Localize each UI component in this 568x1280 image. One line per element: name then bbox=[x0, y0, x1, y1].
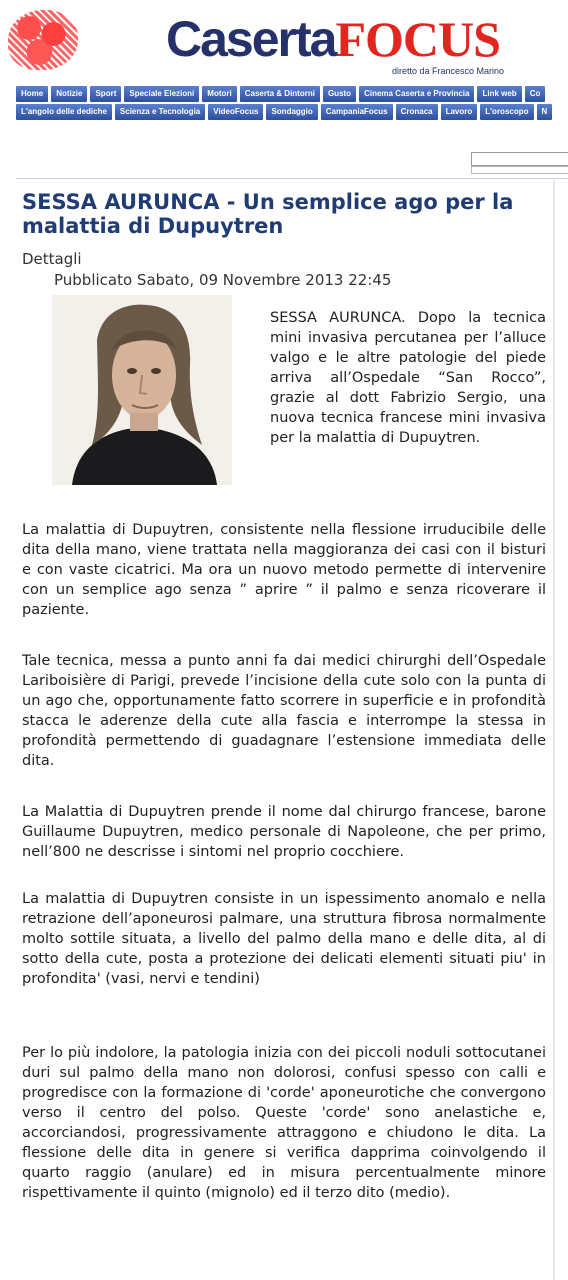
details-label: Dettagli bbox=[22, 250, 82, 268]
published-date: Pubblicato Sabato, 09 Novembre 2013 22:45 bbox=[54, 271, 392, 289]
nav-angolo-dediche[interactable]: L'angolo delle dediche bbox=[16, 104, 112, 120]
article-paragraph bbox=[22, 308, 546, 490]
article-paragraph: Tale tecnica, messa a punto anni fa dai medici chirurghi dell’Ospedale Lariboisière di Parigi, prevede l’incisione della cute solo con la punta di un ago che, opportunamente fatto scorrere in superficie e in profondità stacca le aderenze della cute alla fascia e interrompe la stessa in profondità permettendo di guadagnare l’estensione immediata delle dita. bbox=[22, 653, 546, 769]
nav-lavoro[interactable]: Lavoro bbox=[441, 104, 478, 120]
main-nav-row-1 bbox=[16, 86, 545, 102]
paragraph-text-1: SESSA AURUNCA. Dopo la tecnica mini invasiva percutanea per l’alluce valgo e le altre patologie del piede arriva all’Ospedale “San Rocco”, grazie al dott Fabrizio Sergio, una nuova tecnica francese mini invasiva per la malattia di Dupuytren. bbox=[270, 310, 546, 446]
photo-spacer bbox=[22, 308, 270, 490]
main-nav-row-2 bbox=[16, 104, 552, 120]
nav-gusto[interactable]: Gusto bbox=[323, 86, 356, 102]
article-paragraph: La Malattia di Dupuytren prende il nome dal chirurgo francese, barone Guillaume Dupuytren, medico personale di Napoleone, che per primo, nell’800 ne descrisse i sintomi nel proprio cocchiere. bbox=[22, 804, 546, 860]
nav-link-web[interactable]: Link web bbox=[477, 86, 521, 102]
nav-caserta-dintorni[interactable]: Caserta & Dintorni bbox=[240, 86, 320, 102]
search-input[interactable] bbox=[471, 152, 568, 166]
nav-notizie[interactable]: Notizie bbox=[51, 86, 87, 102]
column-divider bbox=[553, 180, 555, 1280]
nav-home[interactable]: Home bbox=[16, 86, 48, 102]
nav-scienza-tecnologia[interactable]: Scienza e Tecnologia bbox=[115, 104, 205, 120]
article-paragraph: Per lo più indolore, la patologia inizia con dei piccoli noduli sottocutanei duri sul palmo della mano non dolorosi, confusi spesso con calli e progredisce con la formazione di 'corde' aponeurotiche che convergono verso il centro del polso. Queste 'corde' sono anelastiche e, accorciandosi, progressivamente attraggono e chiudono le dita. La flessione delle dita in genere si verifica dapprima coinvolgendo il quarto raggio (anulare) ed in misura percentualmente minore rispettivamente il quinto (mignolo) ed il terzo dito (medio). bbox=[22, 1045, 546, 1201]
nav-videofocus[interactable]: VideoFocus bbox=[208, 104, 263, 120]
site-logo[interactable] bbox=[160, 6, 510, 80]
nav-cronaca[interactable]: Cronaca bbox=[396, 104, 438, 120]
logo-part-caserta: Caserta bbox=[166, 11, 336, 67]
nav-oroscopo[interactable]: L'oroscopo bbox=[480, 104, 533, 120]
logo-tagline: diretto da Francesco Marino bbox=[392, 66, 505, 76]
nav-sport[interactable]: Sport bbox=[90, 86, 121, 102]
nav-n-truncated[interactable]: N bbox=[537, 104, 553, 120]
red-stamp-logo bbox=[8, 10, 78, 70]
nav-campaniafocus[interactable]: CampaniaFocus bbox=[321, 104, 393, 120]
logo-part-focus: FOCUS bbox=[335, 11, 500, 67]
article bbox=[22, 190, 546, 1201]
article-title[interactable]: SESSA AURUNCA - Un semplice ago per la malattia di Dupuytren bbox=[22, 190, 514, 238]
article-paragraph: La malattia di Dupuytren, consistente nella flessione irruducibile delle dita della mano, viene trattata nella maggioranza dei casi con il bisturi e con vaste cicatrici. Ma ora un nuovo metodo permette di intervenire con un semplice ago senza ” aprire ” il palmo e senza ricoverare il paziente. bbox=[22, 522, 546, 618]
nav-motori[interactable]: Motori bbox=[202, 86, 236, 102]
nav-cinema[interactable]: Cinema Caserta e Provincia bbox=[359, 86, 474, 102]
article-paragraph: La malattia di Dupuytren consiste in un ispessimento anomalo e nella retrazione dell’aponeurosi palmare, una struttura fibrosa normalmente molto sottile situata, a livello del palmo della mano e delle dita, al di sotto della cute, posta a protezione dei delicati elementi situati piu' in profondita' (vasi, nervi e tendini) bbox=[22, 891, 546, 987]
header-divider bbox=[16, 178, 568, 179]
search-submit-bar[interactable] bbox=[471, 166, 568, 174]
logo-wordmark bbox=[166, 10, 500, 68]
nav-sondaggio[interactable]: Sondaggio bbox=[266, 104, 317, 120]
nav-co-truncated[interactable]: Co bbox=[525, 86, 546, 102]
nav-speciale-elezioni[interactable]: Speciale Elezioni bbox=[124, 86, 199, 102]
